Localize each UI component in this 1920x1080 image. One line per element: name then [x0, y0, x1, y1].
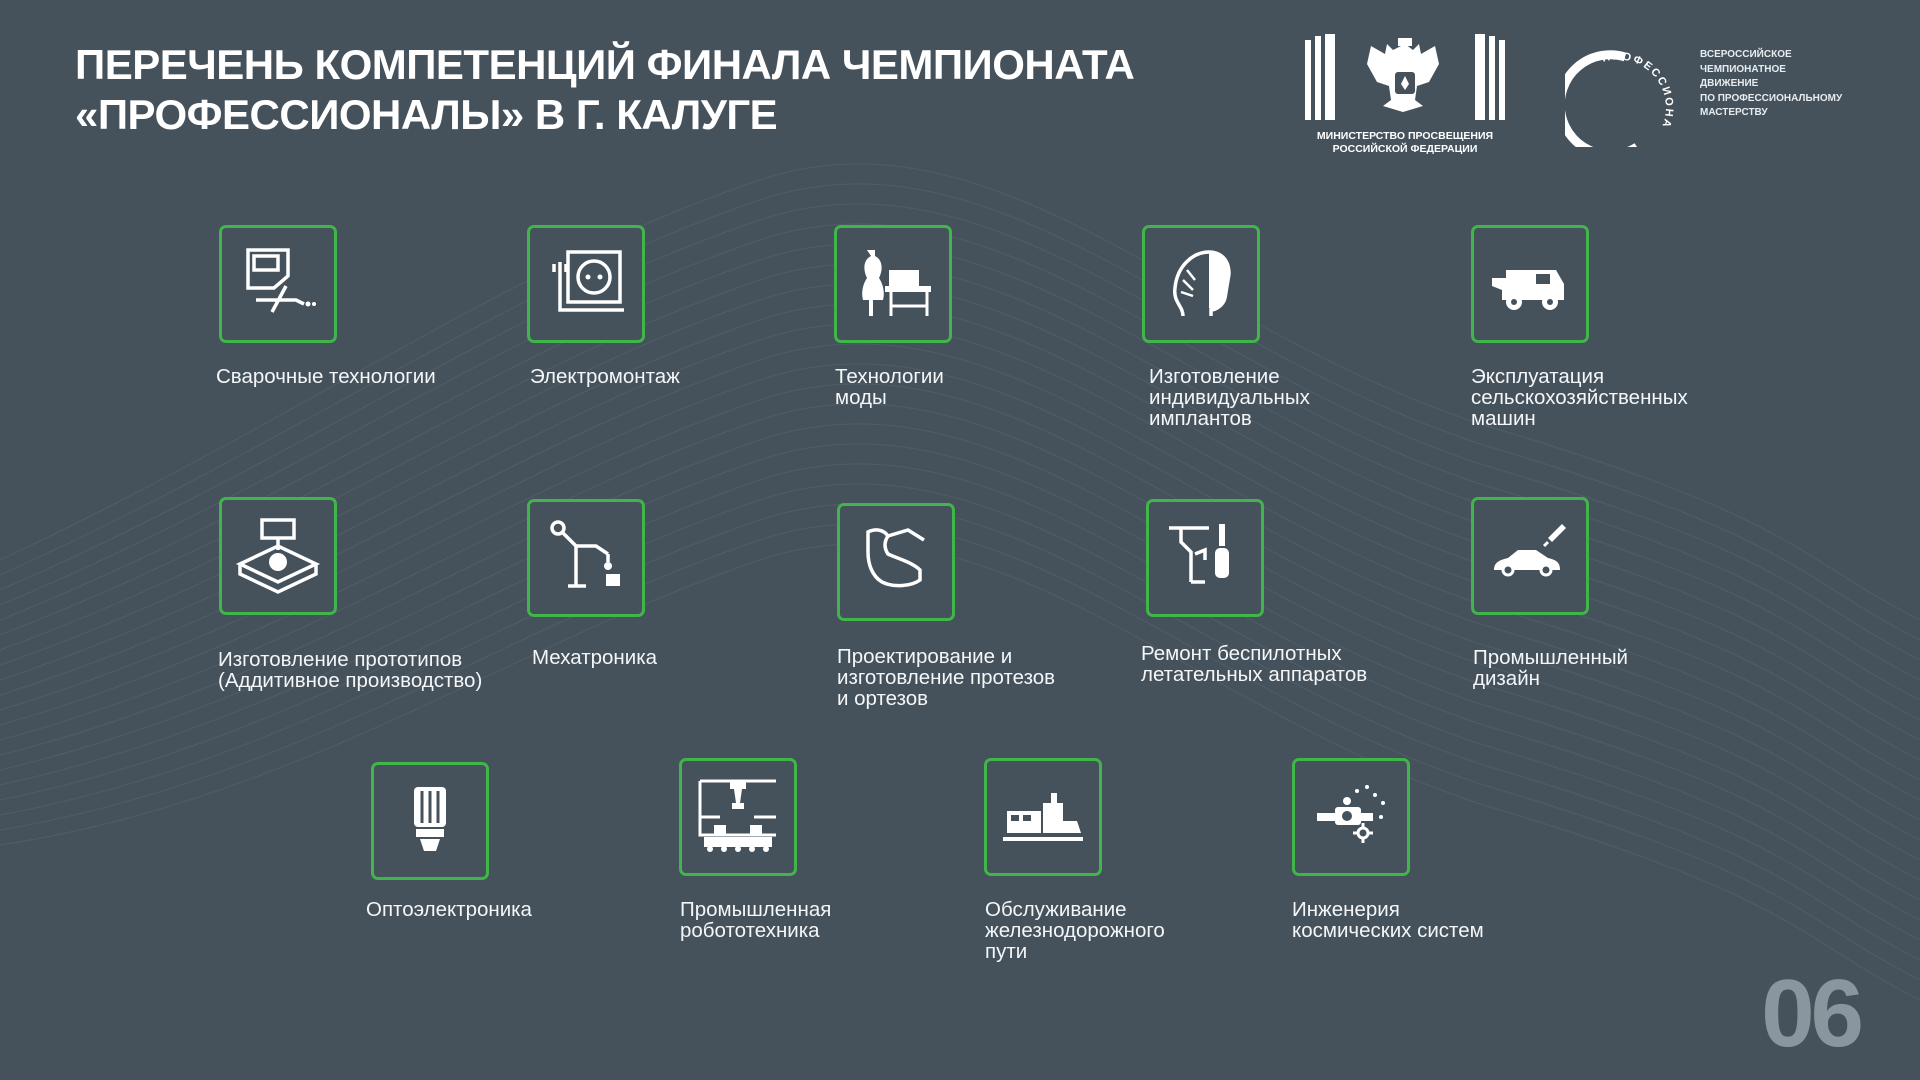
competency-label: Промышленная робототехника	[680, 898, 832, 942]
ministry-logo-line-2: РОССИЙСКОЙ ФЕДЕРАЦИИ	[1332, 143, 1478, 155]
fashion-sewing-icon	[834, 225, 952, 343]
ministry-of-education-logo	[1295, 30, 1515, 165]
svg-text:ПРОФЕССИОНАЛЫ	[1565, 32, 1675, 131]
mechatronics-robot-arm-icon	[527, 499, 645, 617]
drone-repair-icon	[1146, 499, 1264, 617]
competency-label: Технологии моды	[835, 365, 944, 409]
professionals-logo-caption	[1700, 48, 1900, 121]
prof-line-2: ЧЕМПИОНАТНОЕ	[1700, 63, 1786, 75]
led-lamp-icon	[371, 762, 489, 880]
competency-label: Оптоэлектроника	[366, 898, 532, 921]
prof-line-5: МАСТЕРСТВУ	[1700, 107, 1768, 118]
prof-line-3: ДВИЖЕНИЕ	[1700, 78, 1759, 89]
welding-icon	[219, 225, 337, 343]
page-title-line-1: ПЕРЕЧЕНЬ КОМПЕТЕНЦИЙ ФИНАЛА ЧЕМПИОНАТА	[75, 41, 1135, 88]
prosthesis-icon	[837, 503, 955, 621]
prof-line-1: ВСЕРОССИЙСКОЕ	[1700, 49, 1792, 60]
professionals-logo	[1565, 32, 1895, 147]
double-headed-eagle-emblem-icon	[1295, 30, 1515, 130]
ministry-logo-caption	[1295, 130, 1515, 156]
page-title-line-2: «ПРОФЕССИОНАЛЫ» В Г. КАЛУГЕ	[75, 91, 778, 138]
competency-label: Обслуживание железнодорожного пути	[985, 898, 1165, 963]
competency-label: Электромонтаж	[530, 365, 680, 388]
professionals-ring-icon	[1565, 32, 1695, 147]
competency-label: Проектирование и изготовление протезов и ортезов	[837, 645, 1056, 710]
competency-label: Эксплуатация сельскохозяйственных машин	[1471, 365, 1688, 430]
competency-label: Мехатроника	[532, 646, 658, 669]
head-implant-icon	[1142, 225, 1260, 343]
competency-label: Промышленный дизайн	[1473, 646, 1629, 690]
competency-label: Изготовление индивидуальных имплантов	[1149, 365, 1310, 430]
page-number: 06	[1761, 960, 1860, 1067]
professionals-arc-text: ПРОФЕССИОНА	[1600, 50, 1676, 131]
competency-label: Ремонт беспилотных летательных аппаратов	[1141, 642, 1368, 686]
car-design-icon	[1471, 497, 1589, 615]
railway-train-icon	[984, 758, 1102, 876]
ministry-logo-line-1: МИНИСТЕРСТВО ПРОСВЕЩЕНИЯ	[1316, 130, 1494, 142]
competency-label: Изготовление прототипов (Аддитивное производство)	[218, 648, 483, 692]
combine-harvester-icon	[1471, 225, 1589, 343]
competency-label: Сварочные технологии	[216, 365, 436, 388]
space-systems-icon	[1292, 758, 1410, 876]
3d-printer-icon	[219, 497, 337, 615]
prof-line-4: ПО ПРОФЕССИОНАЛЬНОМУ	[1700, 92, 1843, 104]
page-title	[75, 40, 1134, 140]
competency-label: Инженерия космических систем	[1292, 898, 1484, 942]
electrical-socket-icon	[527, 225, 645, 343]
industrial-robot-line-icon	[679, 758, 797, 876]
